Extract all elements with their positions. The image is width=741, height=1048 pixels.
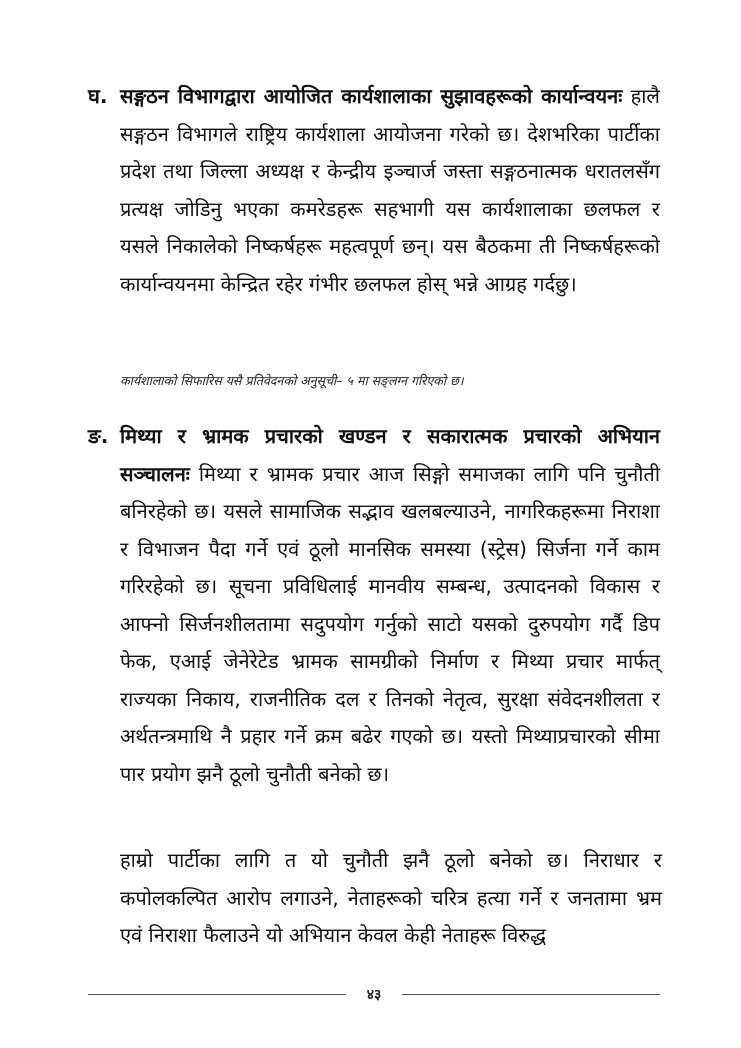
footer-rule-left: [88, 994, 346, 995]
section-gha: [88, 78, 660, 303]
section-nga-body: मिथ्या र भ्रामक प्रचार आज सिङ्गो समाजका लागि पनि चुनौती बनिरहेको छ। यसले सामाजिक सद्भाव खलबल्याउने, नागरिकहरूमा निराशा र विभाजन पैदा गर्ने एवं ठूलो मानसिक समस्या (स्ट्रेस) सिर्जना गर्ने काम गरिरहेको छ। सूचना प्रविधिलाई मानवीय सम्बन्ध, उत्पादनको विकास र आफ्नो सिर्जनशीलतामा सदुपयोग गर्नुको साटो यसको दुरुपयोग गर्दै डिप फेक, एआई जेनेरेटेड भ्रामक सामग्रीको निर्माण र मिथ्या प्रचार मार्फत् राज्यका निकाय, राजनीतिक दल र तिनको नेतृत्व, सुरक्षा संवेदनशीलता र अर्थतन्त्रमाथि नै प्रहार गर्ने क्रम बढेर गएको छ। यस्तो मिथ्याप्रचारको सीमा पार प्रयोग झनै ठूलो चुनौती बनेको छ।: [120, 461, 660, 786]
section-gha-marker: घ.: [88, 84, 108, 108]
section-nga: [88, 418, 660, 793]
continuation-paragraph: [120, 842, 662, 955]
footer-rule-right: [402, 994, 660, 995]
section-nga-text: [88, 418, 660, 793]
section-gha-body: हालै सङ्गठन विभागले राष्ट्रिय कार्यशाला आयोजना गरेको छ। देशभरिका पार्टीका प्रदेश तथा जिल्ला अध्यक्ष र केन्द्रीय इञ्चार्ज जस्ता सङ्गठनात्मक धरातलसँग प्रत्यक्ष जोडिनु भएका कमरेडहरू सहभागी यस कार्यशालाका छलफल र यसले निकालेको निष्कर्षहरू महत्वपूर्ण छन्। यस बैठकमा ती निष्कर्षहरूको कार्यान्वयनमा केन्द्रित रहेर गंभीर छलफल होस् भन्ने आग्रह गर्दछु।: [120, 84, 660, 296]
section-nga-marker: ङ.: [88, 424, 109, 448]
section-gha-text: [88, 78, 660, 303]
section-nga-heading: मिथ्या र भ्रामक प्रचारको खण्डन र सकारात्मक प्रचारको अभियान सञ्चालनः: [120, 424, 660, 486]
section-gha-heading: सङ्गठन विभागद्वारा आयोजित कार्यशालाका सुझावहरूको कार्यान्वयनः: [120, 84, 623, 108]
page-footer: [88, 985, 660, 1005]
continuation-paragraph-text: हाम्रो पार्टीका लागि त यो चुनौती झनै ठूलो बनेको छ। निराधार र कपोलकल्पित आरोप लगाउने, नेताहरूको चरित्र हत्या गर्ने र जनतामा भ्रम एवं निराशा फैलाउने यो अभियान केवल केही नेताहरू विरुद्ध: [120, 848, 662, 947]
page-number: ४३: [366, 987, 382, 1003]
annex-note: कार्यशालाको सिफारिस यसै प्रतिवेदनको अनुसूची– ५ मा सङ्लग्न गरिएको छ।: [120, 373, 464, 388]
